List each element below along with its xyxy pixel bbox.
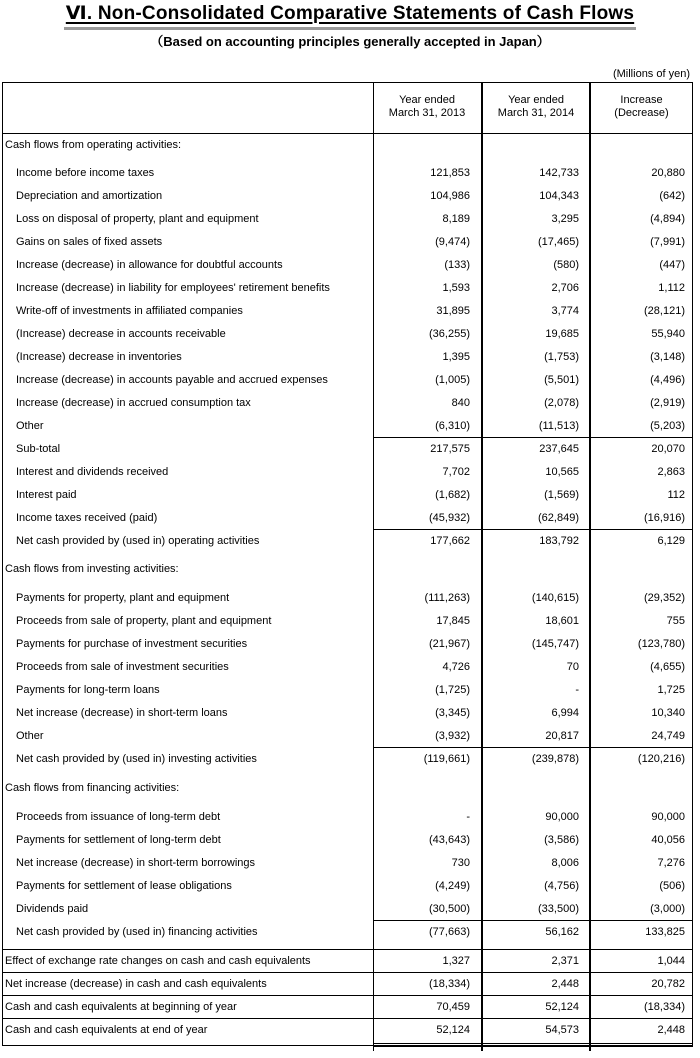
table-row: [2, 416, 693, 438]
row-label: Income before income taxes: [16, 167, 155, 179]
row-value: 40,056: [651, 834, 685, 846]
row-label: Payments for property, plant and equipment: [16, 592, 230, 604]
row-label: Increase (decrease) in allowance for doubtful accounts: [16, 259, 283, 271]
table-row: [2, 899, 693, 921]
row-value: 54,573: [545, 1024, 579, 1036]
table-row: [2, 1020, 693, 1042]
row-value: (29,352): [644, 592, 685, 604]
section-rule: [2, 972, 693, 973]
row-value: (123,780): [637, 638, 685, 650]
header-divider: [2, 133, 693, 134]
row-value: (111,263): [424, 592, 470, 604]
table-row: [2, 347, 693, 369]
row-value: 2,863: [657, 466, 685, 478]
row-value: 31,895: [436, 305, 470, 317]
row-label: Cash and cash equivalents at end of year: [5, 1024, 208, 1036]
table-row: [2, 657, 693, 679]
row-value: (3,148): [650, 351, 685, 363]
column-header-line: Year ended: [508, 94, 564, 106]
row-value: 10,565: [545, 466, 579, 478]
row-label: Proceeds from issuance of long-term debt: [16, 811, 221, 823]
page-subtitle: （Based on accounting principles generally accepted in Japan）: [150, 34, 550, 49]
row-value: (4,756): [544, 880, 579, 892]
row-value: 8,189: [442, 213, 470, 225]
row-value: 1,395: [442, 351, 470, 363]
table-row: [2, 255, 693, 277]
row-value: 2,448: [657, 1024, 685, 1036]
row-value: (17,465): [538, 236, 579, 248]
column-header-line: March 31, 2014: [497, 107, 575, 119]
column-header-line: (Decrease): [614, 107, 669, 119]
table-row: [2, 559, 693, 581]
row-value: -: [575, 684, 579, 696]
row-value: 20,782: [651, 978, 685, 990]
table-row: [2, 135, 693, 157]
row-label: Net cash provided by (used in) investing activities: [16, 753, 257, 765]
table-row: [2, 209, 693, 231]
row-value: (1,725): [435, 684, 470, 696]
row-value: 104,986: [430, 190, 470, 202]
row-value: 1,725: [657, 684, 685, 696]
table-row: [2, 876, 693, 898]
row-label: Proceeds from sale of property, plant and equipment: [16, 615, 272, 627]
row-value: 7,702: [442, 466, 470, 478]
row-value: 20,880: [651, 167, 685, 179]
row-value: (18,334): [429, 978, 470, 990]
row-value: 217,575: [430, 443, 470, 455]
row-label: (Increase) decrease in inventories: [16, 351, 182, 363]
table-row: [2, 370, 693, 392]
row-label: Payments for long-term loans: [16, 684, 160, 696]
row-value: 3,774: [551, 305, 579, 317]
subtotal-rule: [373, 529, 693, 530]
row-value: -: [466, 811, 470, 823]
row-value: 1,327: [442, 955, 470, 967]
row-label: Depreciation and amortization: [16, 190, 163, 202]
row-value: (7,991): [650, 236, 685, 248]
row-value: 1,593: [442, 282, 470, 294]
column-header-2014: [482, 94, 590, 120]
row-value: (4,655): [650, 661, 685, 673]
row-value: (506): [659, 880, 685, 892]
table-row: [2, 922, 693, 944]
row-value: 6,129: [657, 535, 685, 547]
units-note: (Millions of yen): [612, 68, 690, 80]
table-row: [2, 830, 693, 852]
table-row: [2, 634, 693, 656]
row-value: 4,726: [442, 661, 470, 673]
table-row: [2, 588, 693, 610]
row-value: 90,000: [651, 811, 685, 823]
row-label: Income taxes received (paid): [16, 512, 158, 524]
total-double-rule: [373, 1046, 693, 1047]
row-value: 20,070: [651, 443, 685, 455]
row-value: (580): [553, 259, 579, 271]
row-value: (43,643): [429, 834, 470, 846]
row-value: (5,203): [650, 420, 685, 432]
column-header-2013: [373, 94, 481, 120]
table-row: [2, 951, 693, 973]
table-row: [2, 726, 693, 748]
table-row: [2, 974, 693, 996]
table-row: [2, 853, 693, 875]
column-header-change: [590, 94, 693, 120]
row-value: (3,345): [435, 707, 470, 719]
section-rule: [2, 949, 693, 950]
row-value: 2,448: [551, 978, 579, 990]
row-value: (45,932): [429, 512, 470, 524]
row-value: (36,255): [429, 328, 470, 340]
subtotal-rule: [373, 920, 693, 921]
row-value: (1,005): [435, 374, 470, 386]
row-value: (4,496): [650, 374, 685, 386]
row-label: Net cash provided by (used in) financing activities: [16, 926, 258, 938]
row-value: 177,662: [430, 535, 470, 547]
row-value: 52,124: [436, 1024, 470, 1036]
row-value: 112: [667, 489, 685, 501]
row-label: Payments for purchase of investment securities: [16, 638, 248, 650]
row-value: 18,601: [545, 615, 579, 627]
row-value: 121,853: [430, 167, 470, 179]
row-label: Payments for settlement of lease obligations: [16, 880, 232, 892]
table-row: [2, 807, 693, 829]
row-value: 133,825: [645, 926, 685, 938]
row-value: 6,994: [551, 707, 579, 719]
row-value: 237,645: [539, 443, 579, 455]
row-value: 52,124: [545, 1001, 579, 1013]
row-value: 19,685: [545, 328, 579, 340]
row-value: (447): [659, 259, 685, 271]
row-label: Cash flows from financing activities:: [5, 782, 180, 794]
column-header-line: Increase: [620, 94, 663, 106]
row-value: (1,753): [544, 351, 579, 363]
row-value: (30,500): [429, 903, 470, 915]
row-value: 56,162: [545, 926, 579, 938]
table-row: [2, 485, 693, 507]
page-title-block: [0, 2, 700, 25]
row-value: (145,747): [531, 638, 579, 650]
row-value: 7,276: [657, 857, 685, 869]
row-value: 1,112: [658, 282, 685, 294]
row-label: Increase (decrease) in accrued consumption tax: [16, 397, 251, 409]
section-rule: [2, 1018, 693, 1019]
table-row: [2, 393, 693, 415]
table-row: [2, 163, 693, 185]
row-label: Loss on disposal of property, plant and equipment: [16, 213, 259, 225]
column-header-line: Year ended: [399, 94, 455, 106]
row-value: (140,615): [531, 592, 579, 604]
row-label: Net increase (decrease) in short-term borrowings: [16, 857, 256, 869]
row-label: Interest paid: [16, 489, 77, 501]
row-value: 142,733: [539, 167, 579, 179]
table-row: [2, 508, 693, 530]
row-value: (5,501): [544, 374, 579, 386]
subtotal-rule: [373, 747, 693, 748]
row-value: 8,006: [551, 857, 579, 869]
table-row: [2, 324, 693, 346]
row-label: Net increase (decrease) in cash and cash equivalents: [5, 978, 267, 990]
row-value: 2,706: [551, 282, 579, 294]
row-value: 90,000: [545, 811, 579, 823]
table-row: [2, 680, 693, 702]
column-header-line: March 31, 2013: [388, 107, 466, 119]
row-label: Increase (decrease) in liability for employees' retirement benefits: [16, 282, 330, 294]
row-value: (77,663): [429, 926, 470, 938]
row-value: (28,121): [644, 305, 685, 317]
table-row: [2, 749, 693, 771]
table-row: [2, 611, 693, 633]
row-value: (119,661): [423, 753, 470, 765]
row-value: 1,044: [657, 955, 685, 967]
table-row: [2, 531, 693, 553]
row-label: Payments for settlement of long-term debt: [16, 834, 221, 846]
table-row: [2, 462, 693, 484]
table-row: [2, 703, 693, 725]
table-row: [2, 778, 693, 800]
row-label: Write-off of investments in affiliated companies: [16, 305, 243, 317]
row-label: Other: [16, 420, 44, 432]
row-value: (6,310): [435, 420, 470, 432]
row-label: Other: [16, 730, 44, 742]
row-value: (1,569): [544, 489, 579, 501]
row-label: Increase (decrease) in accounts payable and accrued expenses: [16, 374, 328, 386]
row-label: Sub-total: [16, 443, 61, 455]
subtotal-rule: [373, 437, 693, 438]
table-row: [2, 439, 693, 461]
row-value: (11,513): [538, 420, 579, 432]
row-label: Net increase (decrease) in short-term loans: [16, 707, 228, 719]
row-value: (18,334): [644, 1001, 685, 1013]
row-value: 840: [451, 397, 470, 409]
row-value: 3,295: [551, 213, 579, 225]
row-value: 730: [451, 857, 470, 869]
page-title: Ⅵ. Non-Consolidated Comparative Statements of Cash Flows: [65, 3, 635, 24]
row-value: 755: [666, 615, 685, 627]
table-row: [2, 186, 693, 208]
section-rule: [2, 995, 693, 996]
row-label: Interest and dividends received: [16, 466, 169, 478]
row-value: (1,682): [435, 489, 470, 501]
row-value: (2,919): [650, 397, 685, 409]
row-value: (120,216): [637, 753, 685, 765]
row-label: Net cash provided by (used in) operating activities: [16, 535, 260, 547]
row-value: 10,340: [651, 707, 685, 719]
row-label: Effect of exchange rate changes on cash and cash equivalents: [5, 955, 311, 967]
title-underline-bar: [64, 27, 636, 30]
row-value: 17,845: [436, 615, 470, 627]
row-value: (3,586): [544, 834, 579, 846]
row-value: (9,474): [435, 236, 470, 248]
table-row: [2, 997, 693, 1019]
row-label: (Increase) decrease in accounts receivable: [16, 328, 226, 340]
row-value: 24,749: [651, 730, 685, 742]
row-value: (16,916): [644, 512, 685, 524]
row-value: (21,967): [429, 638, 470, 650]
row-label: Cash flows from investing activities:: [5, 563, 179, 575]
row-value: (133): [444, 259, 470, 271]
row-value: (239,878): [531, 753, 579, 765]
row-value: (642): [659, 190, 685, 202]
row-value: 2,371: [551, 955, 579, 967]
row-value: (33,500): [538, 903, 579, 915]
table-row: [2, 301, 693, 323]
row-label: Cash and cash equivalents at beginning of year: [5, 1001, 237, 1013]
row-value: 55,940: [651, 328, 685, 340]
row-value: 104,343: [539, 190, 579, 202]
row-label: Dividends paid: [16, 903, 89, 915]
total-double-rule: [373, 1043, 693, 1044]
row-value: (3,000): [650, 903, 685, 915]
table-row: [2, 232, 693, 254]
row-label: Cash flows from operating activities:: [5, 139, 182, 151]
row-value: (62,849): [538, 512, 579, 524]
row-value: (3,932): [435, 730, 470, 742]
row-value: (2,078): [544, 397, 579, 409]
table-row: [2, 278, 693, 300]
row-value: 70,459: [436, 1001, 470, 1013]
row-value: 70: [566, 661, 579, 673]
row-value: 20,817: [545, 730, 579, 742]
row-label: Gains on sales of fixed assets: [16, 236, 163, 248]
row-value: (4,249): [435, 880, 470, 892]
row-label: Proceeds from sale of investment securities: [16, 661, 229, 673]
row-value: (4,894): [650, 213, 685, 225]
row-value: 183,792: [539, 535, 579, 547]
